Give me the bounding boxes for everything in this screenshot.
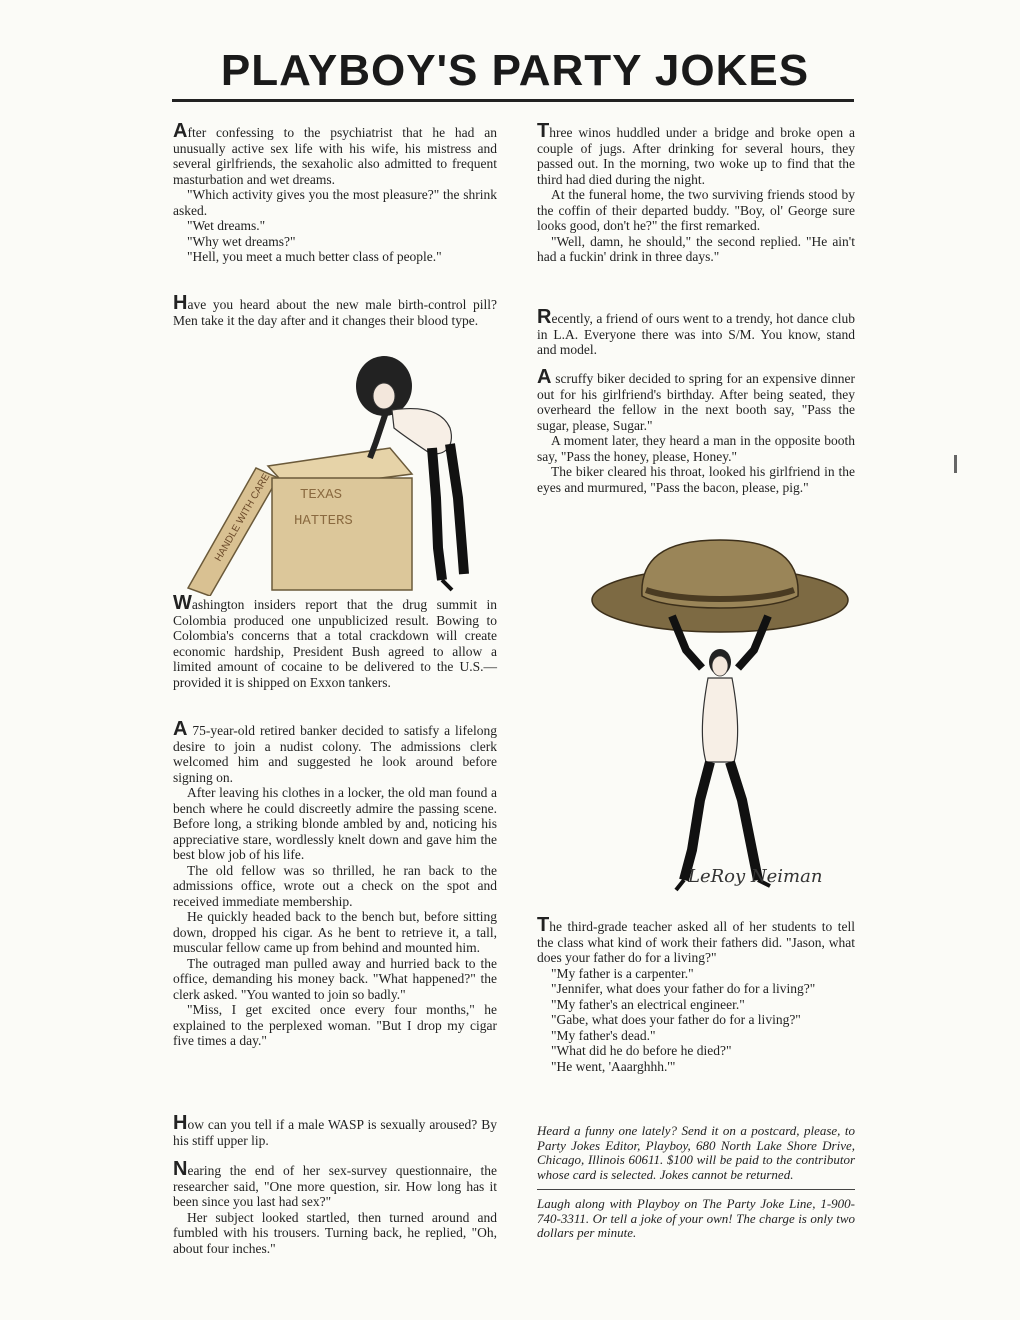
joke-block-7 [537, 120, 855, 265]
joke-2: Have you heard about the new male birth-control pill? Men take it the day after and it changes their blood type. [173, 292, 497, 328]
submit-note: Heard a funny one lately? Send it on a postcard, please, to Party Jokes Editor, Playboy, 680 North Lake Shore Drive, Chicago, Illinois 60611. $100 will be paid to the contributor whose card is selected. Jokes cannot be returned. [537, 1123, 855, 1182]
artist-signature: LeRoy Neiman [688, 866, 823, 887]
box-text-1: TEXAS [300, 487, 343, 503]
joke-5: How can you tell if a male WASP is sexually aroused? By his stiff upper lip. [173, 1112, 497, 1148]
joke-4: A 75-year-old retired banker decided to satisfy a lifelong desire to join a nudist colony. The admissions clerk welcomed him and suggested he look around before signing on. After leaving his clothes in a locker, the old man found a bench where he could discreetly admire the passing scene. Before long, a striking blonde ambled by and, noticing his appreciative stare, wordlessly knelt down and gave him the best blow job of his life. The old fellow was so thrilled, he ran back to the admissions office, wrote out a check on the spot and received immediate membership. He quickly headed back to the bench but, before sitting down, dropped his cigar. As he bent to retrieve it, a tall, muscular fellow came up from behind and mounted him. The outraged man pulled away and hurried back to the office, demanding his money back. "What happened?" the clerk asked. "You wanted to join so badly." "Miss, I get excited once every four months," he explained to the perplexed woman. "But I drop my cigar five times a day." [173, 718, 497, 1048]
joke-block-1 [173, 120, 497, 265]
joke-block-6 [173, 1158, 497, 1256]
box-text-2: HATTERS [294, 513, 353, 529]
cowboy-hat-illustration [580, 530, 870, 900]
joke-9: A scruffy biker decided to spring for an expensive dinner out for his girlfriend's birthday. After being seated, they overheard the fellow in the next booth say, "Pass the sugar, please, Sugar." A moment later, they heard a man in the opposite booth say, "Pass the honey, please, Honey." The biker cleared his throat, looked his girlfriend in the eyes and murmured, "Pass the bacon, please, pig." [537, 366, 855, 495]
scan-mark [954, 455, 957, 473]
lid-text: HANDLE WITH CARE [213, 471, 273, 564]
title-rule [172, 99, 854, 102]
joke-10: The third-grade teacher asked all of her students to tell the class what kind of work their fathers did. "Jason, what does your father do for a living?" "My father is a carpenter." "Jennifer, what does your father do for a living?" "My father's an electrical engineer." "Gabe, what does your father do for a living?" "My father's dead." "What did he do before he died?" "He went, 'Aaarghhh.'" [537, 914, 855, 1074]
page-title: PLAYBOY'S PARTY JOKES [220, 46, 810, 95]
joke-1: After confessing to the psychiatrist that he had an unusually active sex life with his wife, his mistress and several girlfriends, the sexaholic also admitted to frequent masturbation and wet dreams. "Which activity gives you the most pleasure?" the shrink asked. "Wet dreams." "Why wet dreams?" "Hell, you meet a much better class of people." [173, 120, 497, 264]
footer-notes [537, 1124, 855, 1241]
footer-divider [537, 1189, 855, 1190]
joke-8: Recently, a friend of ours went to a trendy, hot dance club in L.A. Everyone there was into S/M. You know, stand and model. [537, 306, 855, 357]
drop-initial: A [173, 120, 188, 142]
joke-block-3 [173, 592, 497, 690]
joke-3: Washington insiders report that the drug summit in Colombia produced one unpublicized result. Bowing to Colombia's concerns that a total crackdown will create economic hardship, President Bush agreed to allow a limited amount of cocaine to be delivered to the U.S.—provided it is shipped on Exxon tankers. [173, 592, 497, 690]
joke-6: Nearing the end of her sex-survey questionnaire, the researcher said, "One more question, sir. How long has it been since you last had sex?" Her subject looked startled, then turned around and fumbled with his trousers. Turning back, he replied, "Oh, about four inches." [173, 1158, 497, 1256]
joke-block-8 [537, 306, 855, 358]
joke-block-5 [173, 1112, 497, 1148]
joke-7: Three winos huddled under a bridge and broke open a couple of jugs. After drinking for several hours, they passed out. In the morning, two woke up to find that the third had died during the night. At the funeral home, the two surviving friends stood by the coffin of their departed buddy. "Boy, ol' George sure looks good, don't he?" the first remarked. "Well, damn, he should," the second replied. "He ain't had a fuckin' drink in three days." [537, 120, 855, 264]
joke-block-2 [173, 292, 497, 328]
texas-hatters-illustration [180, 348, 490, 596]
joke-block-9 [537, 366, 855, 495]
joke-line-note: Laugh along with Playboy on The Party Joke Line, 1-900-740-3311. Or tell a joke of your own! The charge is only two dollars per minute. [537, 1196, 855, 1240]
joke-block-4 [173, 718, 497, 1049]
joke-block-10 [537, 914, 855, 1074]
